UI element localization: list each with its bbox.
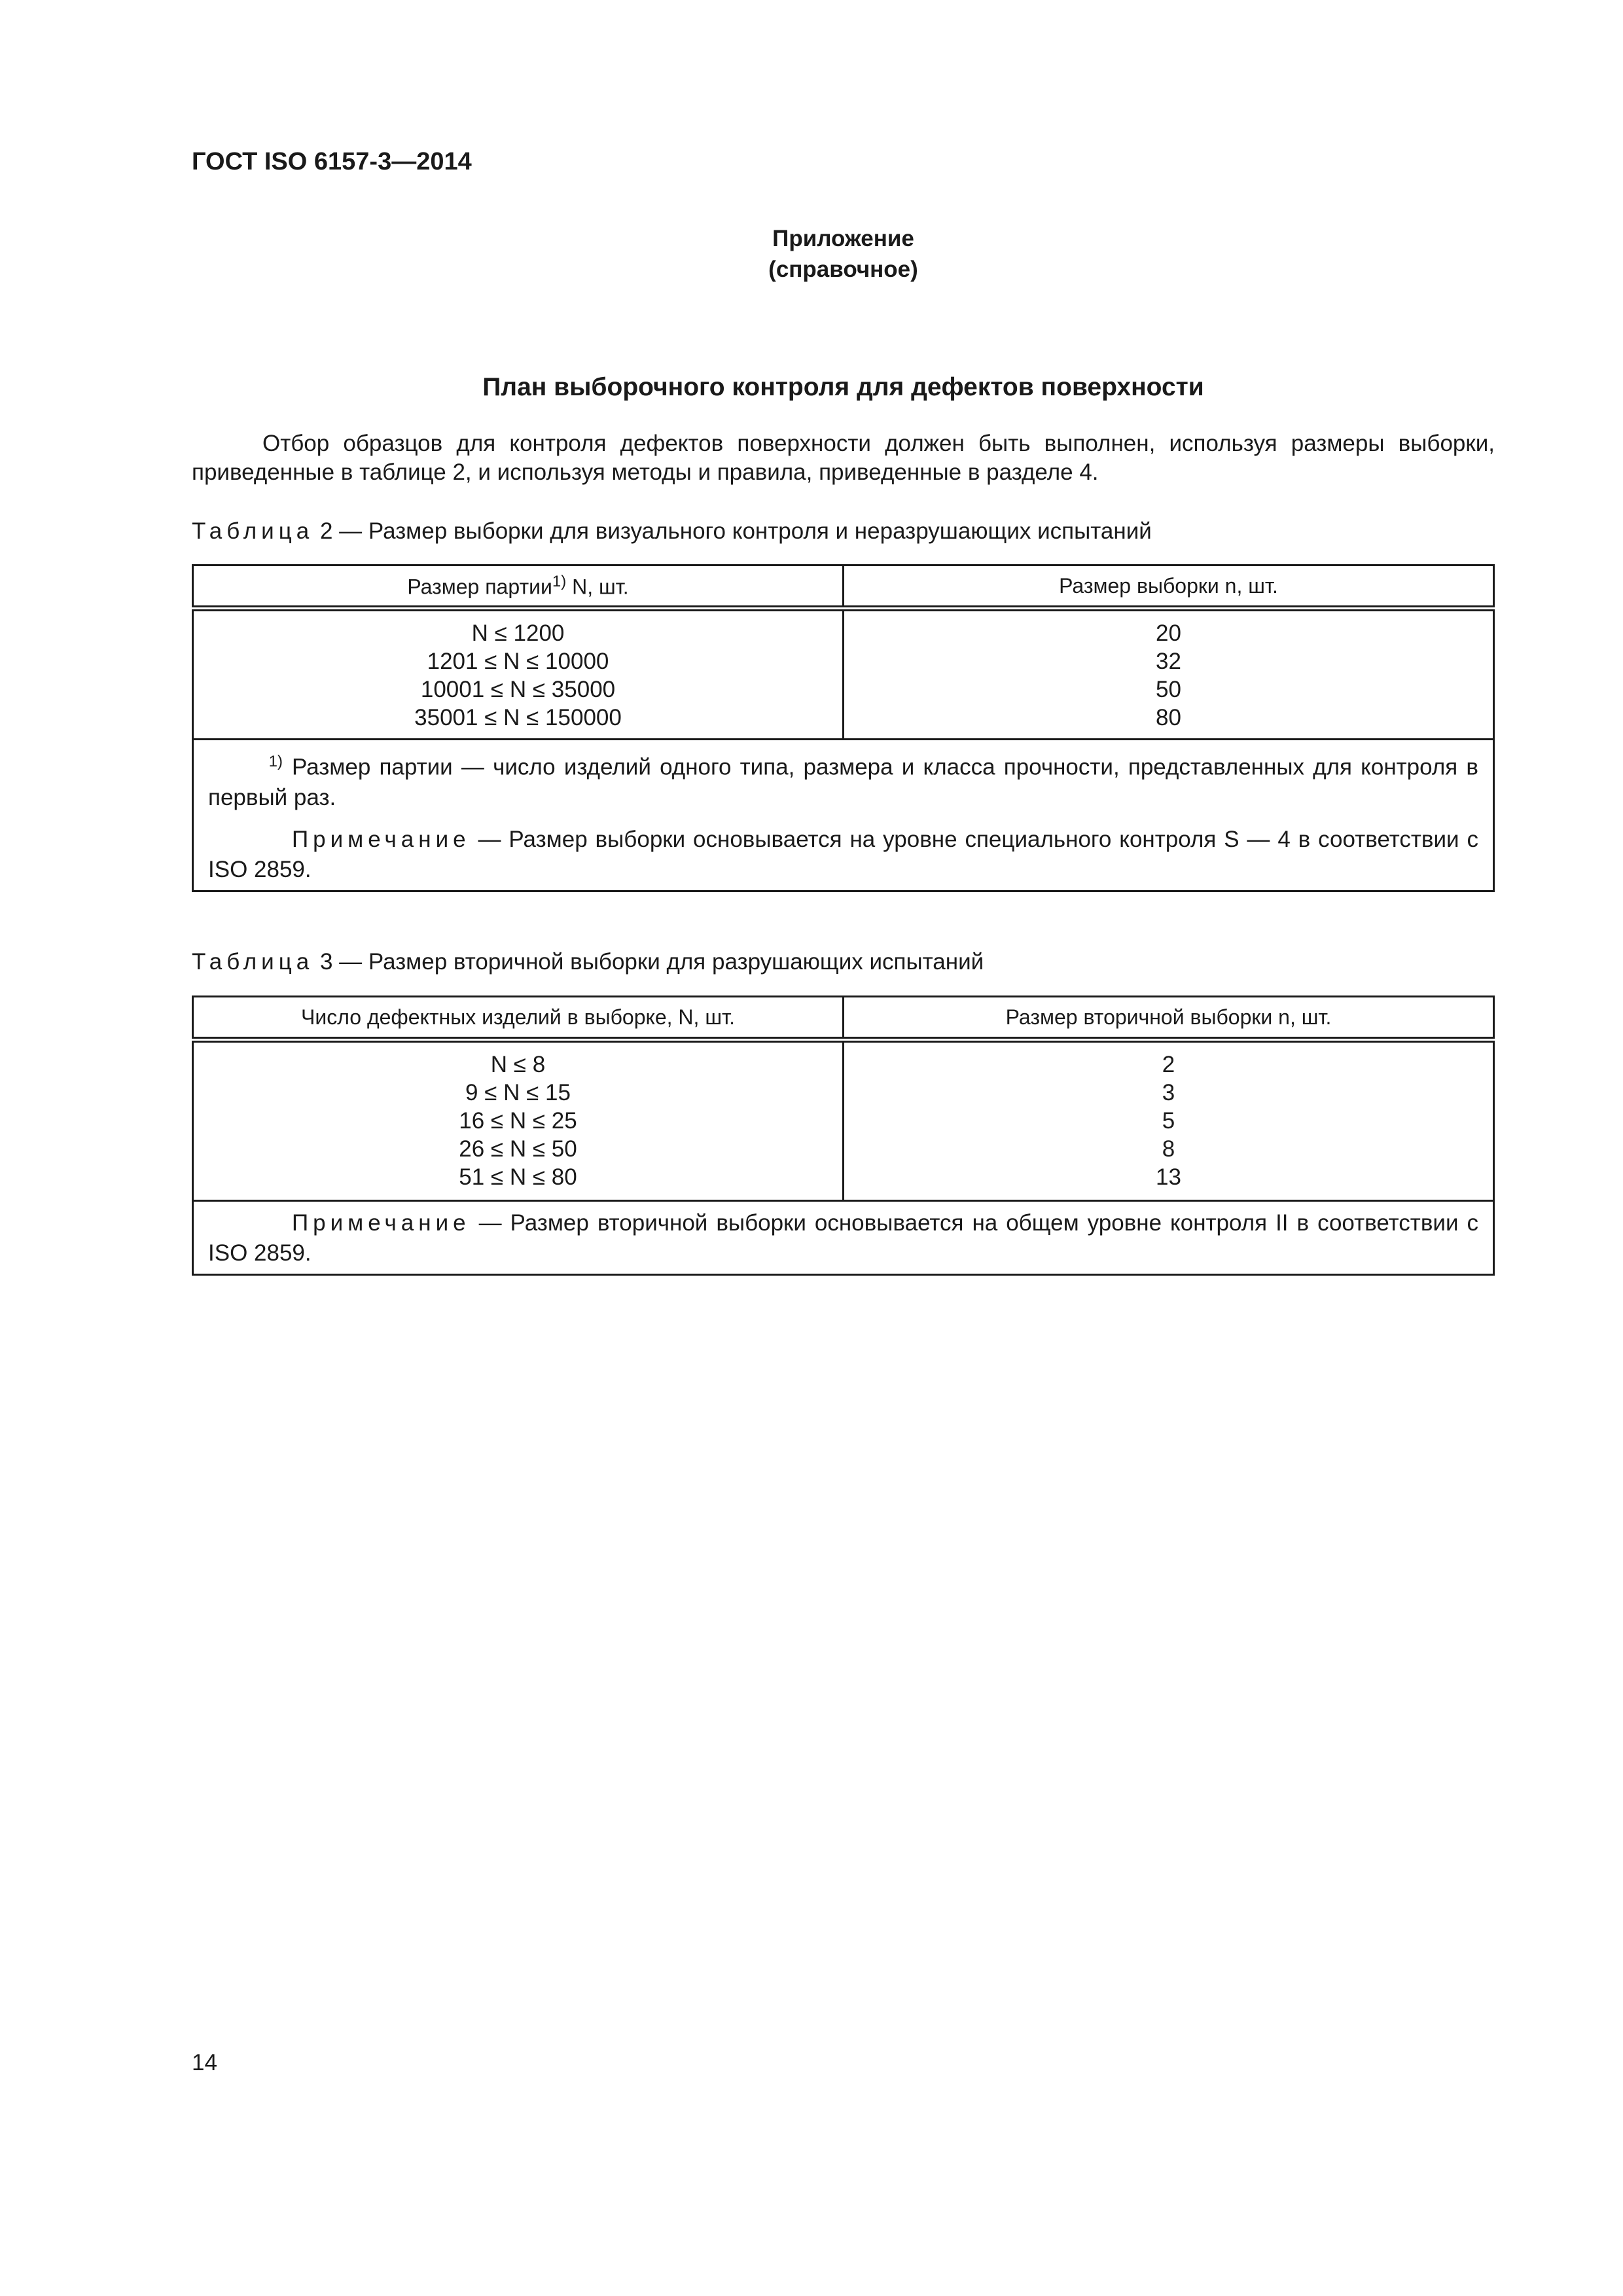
footnote-text: Размер партии — число изделий одного типа, размера и класса прочности, представленных для контроля в первый раз.	[208, 754, 1478, 810]
page-number: 14	[192, 2050, 217, 2075]
table-row: 3	[1162, 1080, 1175, 1105]
table-row: 51 ≤ N ≤ 80	[459, 1164, 577, 1190]
table3-note	[208, 1208, 1478, 1268]
table-row: 13	[1156, 1164, 1181, 1190]
table2-header-lot-size-unit: N, шт.	[566, 575, 629, 599]
table-row: 26 ≤ N ≤ 50	[459, 1136, 577, 1162]
table-row: 2	[1162, 1052, 1175, 1077]
table-row: 16 ≤ N ≤ 25	[459, 1108, 577, 1134]
table-row: 5	[1162, 1108, 1175, 1134]
table-row: 9 ≤ N ≤ 15	[465, 1080, 571, 1105]
table2-header-lot-size	[193, 565, 844, 609]
table2-note	[208, 825, 1478, 885]
table-row: 32	[1156, 649, 1181, 674]
table3-header-secondary-sample: Размер вторичной выборки n, шт.	[844, 997, 1494, 1040]
footnote-ref: 1)	[552, 572, 567, 590]
table2	[192, 564, 1495, 892]
annex-label: Приложение	[772, 226, 914, 251]
table-row: 80	[1156, 705, 1181, 730]
table2-caption-text: 2 — Размер выборки для визуального контроля и неразрушающих испытаний	[319, 518, 1152, 544]
table2-footnote	[208, 747, 1478, 813]
document-header: ГОСТ ISO 6157-3—2014	[192, 148, 472, 175]
note-label: Примечание	[292, 826, 471, 852]
table-row: 10001 ≤ N ≤ 35000	[420, 677, 616, 702]
table2-caption	[192, 518, 1152, 545]
section-title: План выборочного контроля для дефектов поверхности	[482, 373, 1204, 401]
annex-type: (справочное)	[768, 257, 918, 282]
table-row: 35001 ≤ N ≤ 150000	[414, 705, 622, 730]
table-row: 20	[1156, 620, 1181, 646]
table2-header-sample-size: Размер выборки n, шт.	[844, 565, 1494, 609]
table-row: N ≤ 8	[490, 1052, 546, 1077]
intro-text: Отбор образцов для контроля дефектов поверхности должен быть выполнен, используя размеры выборки, приведенные в таблице 2, и используя методы и правила, приведенные в разделе 4.	[192, 431, 1495, 485]
table2-caption-label: Таблица	[192, 518, 314, 544]
table3-caption-label: Таблица	[192, 949, 314, 975]
footnote-mark: 1)	[268, 753, 283, 770]
table3-notes	[193, 1201, 1494, 1275]
table2-lot-size-cell	[193, 609, 844, 740]
table3	[192, 996, 1495, 1276]
note-text: — Размер вторичной выборки основывается на общем уровне контроля II в соответствии с ISO 2859.	[208, 1210, 1478, 1266]
note-text: — Размер выборки основывается на уровне специального контроля S — 4 в соответствии с ISO 2859.	[208, 826, 1478, 882]
table3-secondary-sample-cell	[844, 1040, 1494, 1201]
note-label: Примечание	[292, 1210, 471, 1236]
table3-header-defect-count: Число дефектных изделий в выборке, N, шт.	[193, 997, 844, 1040]
table-row: 50	[1156, 677, 1181, 702]
table-row: 1201 ≤ N ≤ 10000	[427, 649, 609, 674]
intro-paragraph	[192, 429, 1495, 487]
table-row: N ≤ 1200	[471, 620, 565, 646]
table2-notes	[193, 740, 1494, 891]
table3-defect-count-cell	[193, 1040, 844, 1201]
table-row: 8	[1162, 1136, 1175, 1162]
table3-caption-text: 3 — Размер вторичной выборки для разрушающих испытаний	[319, 949, 984, 975]
table3-caption	[192, 949, 984, 975]
table2-header-lot-size-text: Размер партии	[407, 575, 552, 599]
table2-sample-size-cell	[844, 609, 1494, 740]
